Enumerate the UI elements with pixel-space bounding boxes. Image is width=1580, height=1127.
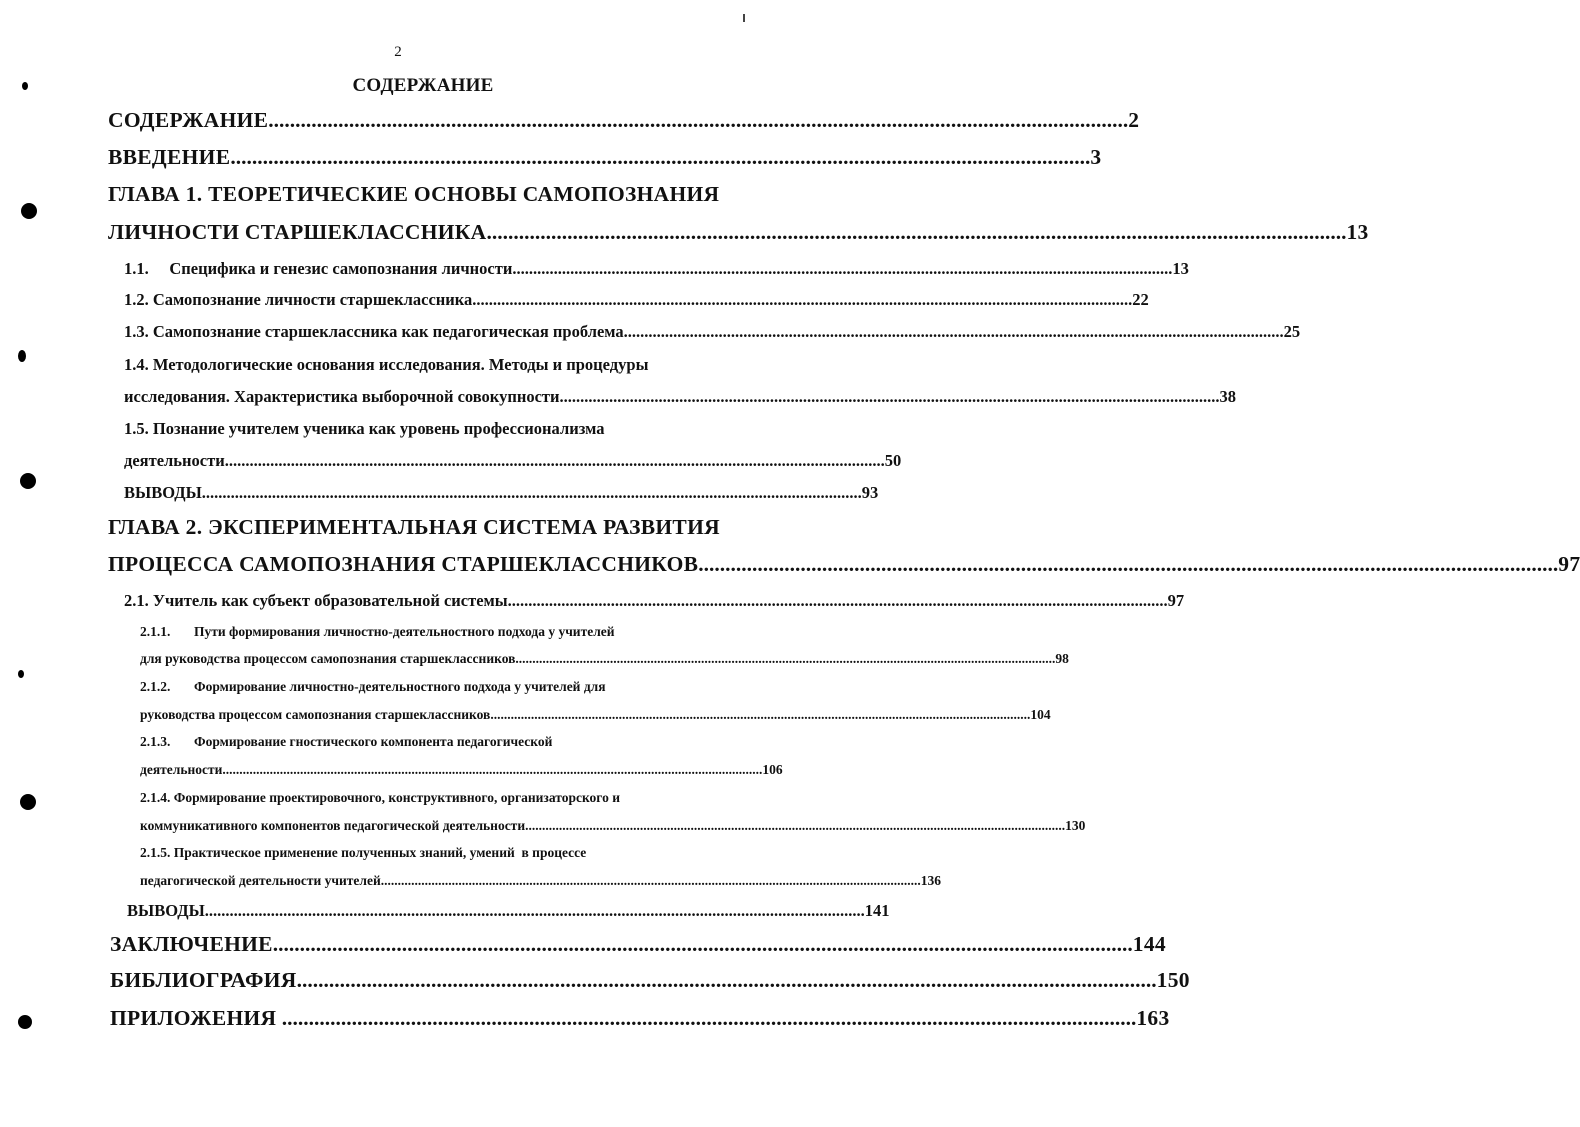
toc-entry[interactable]: СОДЕРЖАНИЕ ................................................................................................................................................................ 2	[108, 108, 1140, 132]
toc-heading: СОДЕРЖАНИЕ	[352, 75, 494, 96]
toc-entry[interactable]: деятельности ................................................................................................................................................................ 106	[140, 762, 783, 777]
toc-entry[interactable]: педагогической деятельности учителей ................................................................................................................................................................ 136	[140, 873, 942, 888]
toc-entry-first-line[interactable]: 2.1.2. Формирование личностно-деятельностного подхода у учителей для	[140, 679, 606, 694]
toc-entry[interactable]: деятельности ................................................................................................................................................................ 50	[124, 451, 902, 470]
toc-entry[interactable]: исследования. Характеристика выборочной совокупности ................................................................................................................................................................ 38	[124, 387, 1237, 406]
toc-entry[interactable]: ВЫВОДЫ ................................................................................................................................................................ 93	[124, 483, 879, 502]
punch-hole-mark	[21, 203, 37, 219]
toc-entry-first-line[interactable]: 1.4. Методологические основания исследования. Методы и процедуры	[124, 355, 649, 374]
toc-entry[interactable]: 1.3. Самопознание старшеклассника как педагогическая проблема ................................................................................................................................................................ 25	[124, 322, 1301, 341]
toc-entry-chapter-title[interactable]: ГЛАВА 1. ТЕОРЕТИЧЕСКИЕ ОСНОВЫ САМОПОЗНАНИЯ	[108, 182, 720, 206]
punch-hole-mark	[18, 350, 26, 362]
toc-entry[interactable]: 2.1. Учитель как субъект образовательной системы ................................................................................................................................................................ 97	[124, 591, 1185, 610]
toc-entry[interactable]: ВЫВОДЫ ................................................................................................................................................................ 141	[127, 901, 890, 920]
toc-entry[interactable]: ВВЕДЕНИЕ ................................................................................................................................................................ 3	[108, 145, 1102, 169]
toc-entry[interactable]: ЗАКЛЮЧЕНИЕ ................................................................................................................................................................ 144	[110, 932, 1166, 956]
toc-entry-first-line[interactable]: 2.1.4. Формирование проектировочного, конструктивного, организаторского и	[140, 790, 621, 805]
page-number: 2	[394, 44, 402, 60]
toc-entry-first-line[interactable]: 2.1.1. Пути формирования личностно-деятельностного подхода у учителей	[140, 624, 615, 639]
punch-hole-mark	[20, 794, 36, 810]
toc-entry-first-line[interactable]: 2.1.5. Практическое применение полученных знаний, умений в процессе	[140, 845, 587, 860]
toc-entry[interactable]: ПРОЦЕССА САМОПОЗНАНИЯ СТАРШЕКЛАССНИКОВ ................................................................................................................................................................ 97	[108, 552, 1580, 576]
punch-hole-mark	[18, 670, 24, 678]
scan-speck	[743, 14, 745, 22]
toc-entry[interactable]: ПРИЛОЖЕНИЯ ............................................................................................................................................................... 163	[110, 1006, 1170, 1030]
toc-entry[interactable]: ЛИЧНОСТИ СТАРШЕКЛАССНИКА ................................................................................................................................................................ 13	[108, 220, 1369, 244]
toc-entry[interactable]: для руководства процессом самопознания старшеклассников ................................................................................................................................................................ 98	[140, 651, 1069, 666]
toc-entry[interactable]: коммуникативного компонентов педагогической деятельности ................................................................................................................................................................ 130	[140, 818, 1086, 833]
toc-entry[interactable]: 1.2. Самопознание личности старшеклассника ................................................................................................................................................................ 22	[124, 290, 1149, 309]
toc-entry[interactable]: 1.1. Специфика и генезис самопознания личности ................................................................................................................................................................ 13	[124, 259, 1189, 278]
toc-entry[interactable]: руководства процессом самопознания старшеклассников ................................................................................................................................................................ 104	[140, 707, 1051, 722]
toc-entry-first-line[interactable]: 1.5. Познание учителем ученика как уровень профессионализма	[124, 419, 605, 438]
toc-entry-first-line[interactable]: 2.1.3. Формирование гностического компонента педагогической	[140, 734, 553, 749]
toc-entry-chapter-title[interactable]: ГЛАВА 2. ЭКСПЕРИМЕНТАЛЬНАЯ СИСТЕМА РАЗВИТИЯ	[108, 515, 720, 539]
toc-entry[interactable]: БИБЛИОГРАФИЯ ................................................................................................................................................................ 150	[110, 968, 1190, 992]
punch-hole-mark	[20, 473, 36, 489]
punch-hole-mark	[18, 1015, 32, 1029]
